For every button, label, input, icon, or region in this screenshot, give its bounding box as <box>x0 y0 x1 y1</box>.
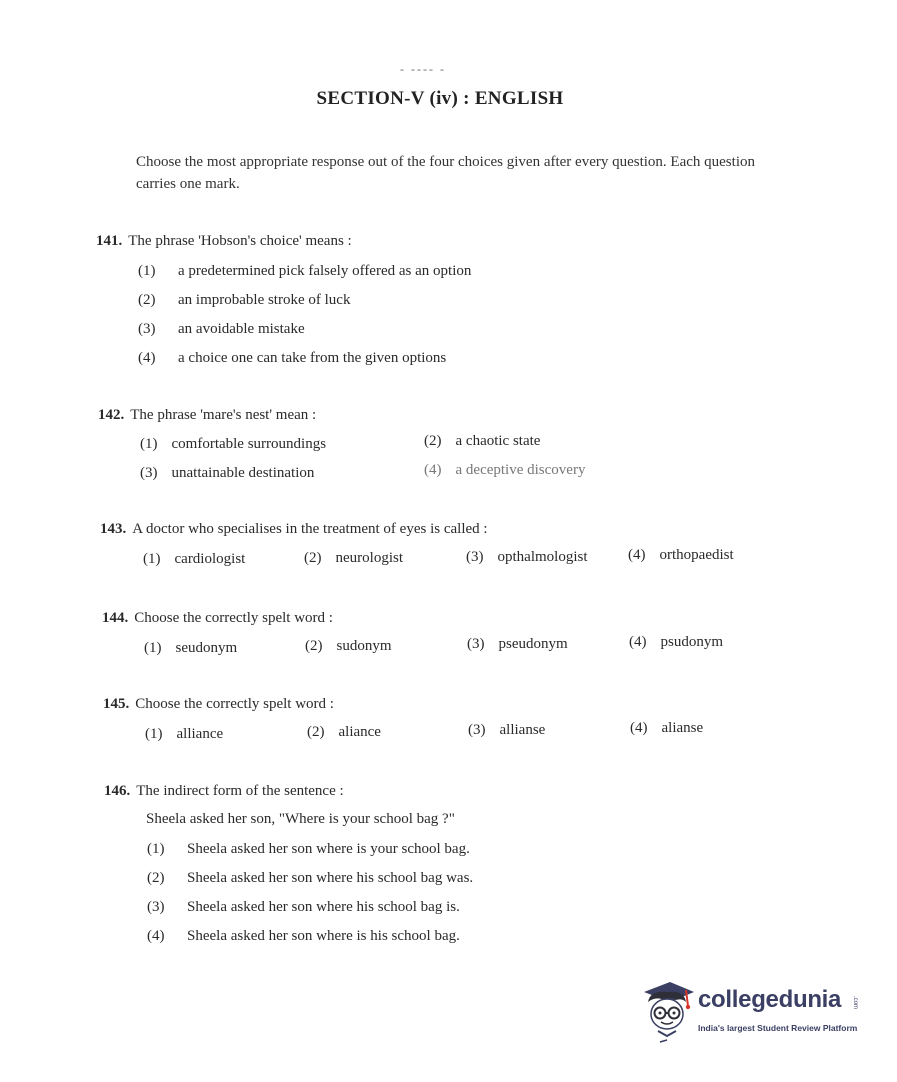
option-144-3 <box>467 636 568 653</box>
option-145-1 <box>145 726 223 743</box>
option-144-1 <box>144 640 237 657</box>
option-number: (2) <box>304 550 322 566</box>
option-141-3 <box>138 321 305 338</box>
option-text: Sheela asked her son where is his school bag. <box>187 928 460 944</box>
option-142-3 <box>140 465 314 482</box>
option-text: Sheela asked her son where his school bag is. <box>187 899 460 915</box>
question-text: The phrase 'mare's nest' mean : <box>130 407 317 423</box>
option-text: unattainable destination <box>171 465 315 481</box>
option-number: (3) <box>140 465 158 481</box>
option-number: (3) <box>138 321 156 337</box>
option-146-2 <box>147 870 473 887</box>
option-text: Sheela asked her son where his school bag was. <box>187 870 474 886</box>
question-text: Choose the correctly spelt word : <box>134 610 333 626</box>
option-144-4 <box>629 634 723 651</box>
question-number: 145. <box>103 696 130 712</box>
option-145-3 <box>468 722 545 739</box>
option-143-2 <box>304 550 403 567</box>
option-146-3 <box>147 899 460 916</box>
direct-sentence: Sheela asked her son, "Where is your school bag ?" <box>146 811 455 827</box>
option-number: (4) <box>138 350 156 366</box>
option-number: (3) <box>147 899 165 915</box>
option-text: pseudonym <box>498 636 568 652</box>
question-text: The indirect form of the sentence : <box>136 783 344 799</box>
option-text: aliance <box>338 724 381 740</box>
question-145 <box>103 696 334 713</box>
option-146-4 <box>147 928 460 945</box>
logo-tagline: India's largest Student Review Platform <box>698 1023 858 1033</box>
option-text: a choice one can take from the given options <box>178 350 447 366</box>
option-145-2 <box>307 724 381 741</box>
option-text: an improbable stroke of luck <box>178 292 351 308</box>
question-text: The phrase 'Hobson's choice' means : <box>128 233 352 249</box>
option-number: (4) <box>147 928 165 944</box>
option-text: psudonym <box>660 634 724 650</box>
question-number: 144. <box>102 610 129 626</box>
option-text: cardiologist <box>174 551 246 567</box>
section-title: SECTION-V (iv) : ENGLISH <box>316 88 564 109</box>
question-number: 143. <box>100 521 127 537</box>
question-141 <box>96 233 352 250</box>
option-number: (2) <box>305 638 323 654</box>
option-text: a predetermined pick falsely offered as an option <box>178 263 472 279</box>
option-number: (3) <box>468 722 486 738</box>
question-text: Choose the correctly spelt word : <box>135 696 334 712</box>
option-text: alliance <box>176 726 224 742</box>
option-142-2 <box>424 433 540 450</box>
logo-suffix: .com <box>852 996 858 1010</box>
option-number: (3) <box>466 549 484 565</box>
option-text: allianse <box>499 722 546 738</box>
option-text: alianse <box>661 720 704 736</box>
option-text: Sheela asked her son where is your school bag. <box>187 841 470 857</box>
option-text: sudonym <box>336 638 392 654</box>
option-number: (1) <box>144 640 162 656</box>
option-number: (4) <box>628 547 646 563</box>
option-142-1 <box>140 436 326 453</box>
page-header-mark: - ---- - <box>400 62 446 76</box>
option-number: (1) <box>143 551 161 567</box>
option-number: (1) <box>138 263 156 279</box>
option-text: orthopaedist <box>659 547 734 563</box>
collegedunia-logo <box>640 976 870 1046</box>
option-number: (4) <box>424 462 442 478</box>
logo-wordmark: collegedunia <box>698 986 842 1013</box>
option-number: (4) <box>630 720 648 736</box>
option-142-4 <box>424 462 585 479</box>
option-text: opthalmologist <box>497 549 588 565</box>
question-number: 146. <box>104 783 131 799</box>
question-146 <box>104 783 344 800</box>
question-text: A doctor who specialises in the treatment of eyes is called : <box>132 521 488 537</box>
mascot-icon <box>640 976 696 1046</box>
option-141-2 <box>138 292 350 309</box>
option-146-1 <box>147 841 470 858</box>
option-number: (2) <box>147 870 165 886</box>
option-141-4 <box>138 350 446 367</box>
question-number: 141. <box>96 233 123 249</box>
question-number: 142. <box>98 407 125 423</box>
option-141-1 <box>138 263 471 280</box>
option-145-4 <box>630 720 703 737</box>
option-143-4 <box>628 547 734 564</box>
option-text: neurologist <box>335 550 403 566</box>
option-number: (2) <box>138 292 156 308</box>
option-text: an avoidable mistake <box>178 321 305 337</box>
question-144 <box>102 610 333 627</box>
option-text: a deceptive discovery <box>455 462 586 478</box>
instructions: Choose the most appropriate response out of the four choices given after every question. Each question carries one mark. <box>136 154 755 192</box>
option-number: (1) <box>140 436 158 452</box>
option-number: (4) <box>629 634 647 650</box>
option-text: a chaotic state <box>455 433 541 449</box>
option-143-3 <box>466 549 588 566</box>
question-142 <box>98 407 316 424</box>
option-text: seudonym <box>175 640 238 656</box>
option-number: (2) <box>307 724 325 740</box>
question-143 <box>100 521 488 538</box>
option-number: (3) <box>467 636 485 652</box>
option-number: (1) <box>147 841 165 857</box>
option-143-1 <box>143 551 245 568</box>
option-number: (2) <box>424 433 442 449</box>
option-text: comfortable surroundings <box>171 436 327 452</box>
option-number: (1) <box>145 726 163 742</box>
option-144-2 <box>305 638 392 655</box>
